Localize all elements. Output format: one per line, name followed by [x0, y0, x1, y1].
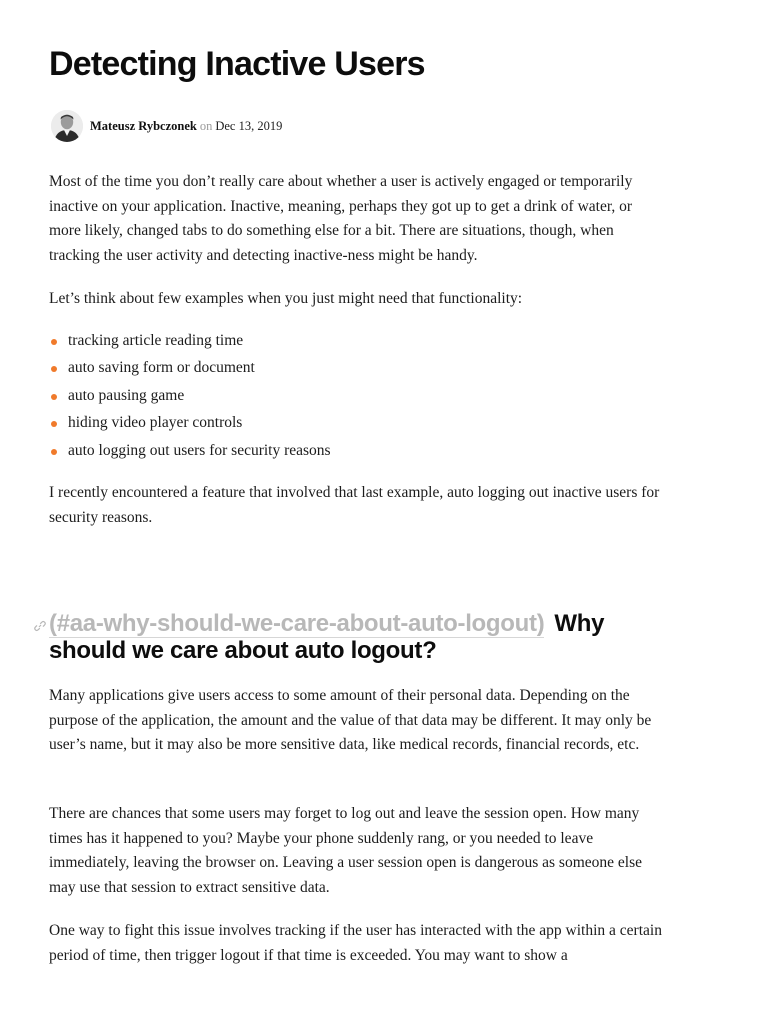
section-anchor-link[interactable]: (#aa-why-should-we-care-about-auto-logout) [49, 610, 545, 637]
byline-on: on [199, 119, 213, 133]
list-item-text: hiding video player controls [68, 414, 243, 432]
bullet-dot-icon [51, 366, 57, 372]
link-icon[interactable] [34, 620, 46, 632]
list-item-text: auto pausing game [68, 386, 185, 404]
author-name[interactable]: Mateusz Rybczonek [90, 119, 197, 133]
paragraph-session-risk: There are chances that some users may forget to log out and leave the session open. How many times has it happened to you? Maybe your phone suddenly rang, or you needed to leave immediately, leaving the browser on. Leaving a user session open is dangerous as someone else may use that session to extract sensitive data. [49, 805, 643, 896]
article-title: Detecting Inactive Users [49, 45, 425, 83]
paragraph-examples-lead: Let’s think about few examples when you just might need that functionality: [49, 290, 523, 307]
paragraph-personal-data: Many applications give users access to some amount of their personal data. Depending on the purpose of the application, the amount and the value of that data may be different. It may only be user’s name, but it may also be more sensitive data, like medical records, financial records, etc. [49, 687, 652, 754]
list-item [49, 329, 331, 356]
publish-date: Dec 13, 2019 [215, 119, 283, 133]
paragraph-tracking-solution: One way to fight this issue involves tracking if the user has interacted with the app within a certain period of time, then trigger logout if that time is exceeded. You may want to show a [49, 922, 662, 964]
bullet-dot-icon [51, 394, 57, 400]
bullet-dot-icon [51, 339, 57, 345]
byline [51, 108, 282, 144]
paragraph-intro: Most of the time you don’t really care about whether a user is actively engaged or temporarily inactive on your application. Inactive, meaning, perhaps they got up to get a drink of water, or more likely, changed tabs to do something else for a bit. There are situations, though, when tracking the user activity and detecting inactive-ness might be handy. [49, 173, 633, 264]
section-heading-text: Why should we care about auto logout? [49, 610, 605, 664]
list-item [49, 439, 331, 466]
examples-list [49, 329, 331, 466]
section-heading [49, 610, 679, 664]
list-item [49, 384, 331, 411]
bullet-dot-icon [51, 449, 57, 455]
author-avatar[interactable] [51, 110, 83, 142]
list-item [49, 411, 331, 438]
paragraph-security-example: I recently encountered a feature that involved that last example, auto logging out inactive users for security reasons. [49, 484, 660, 526]
list-item-text: auto saving form or document [68, 359, 255, 377]
list-item-text: tracking article reading time [68, 332, 244, 349]
byline-meta [90, 118, 282, 134]
person-avatar-icon [51, 110, 83, 142]
list-item-text: auto logging out users for security reasons [68, 441, 331, 459]
bullet-dot-icon [51, 421, 57, 427]
list-item [49, 356, 331, 383]
